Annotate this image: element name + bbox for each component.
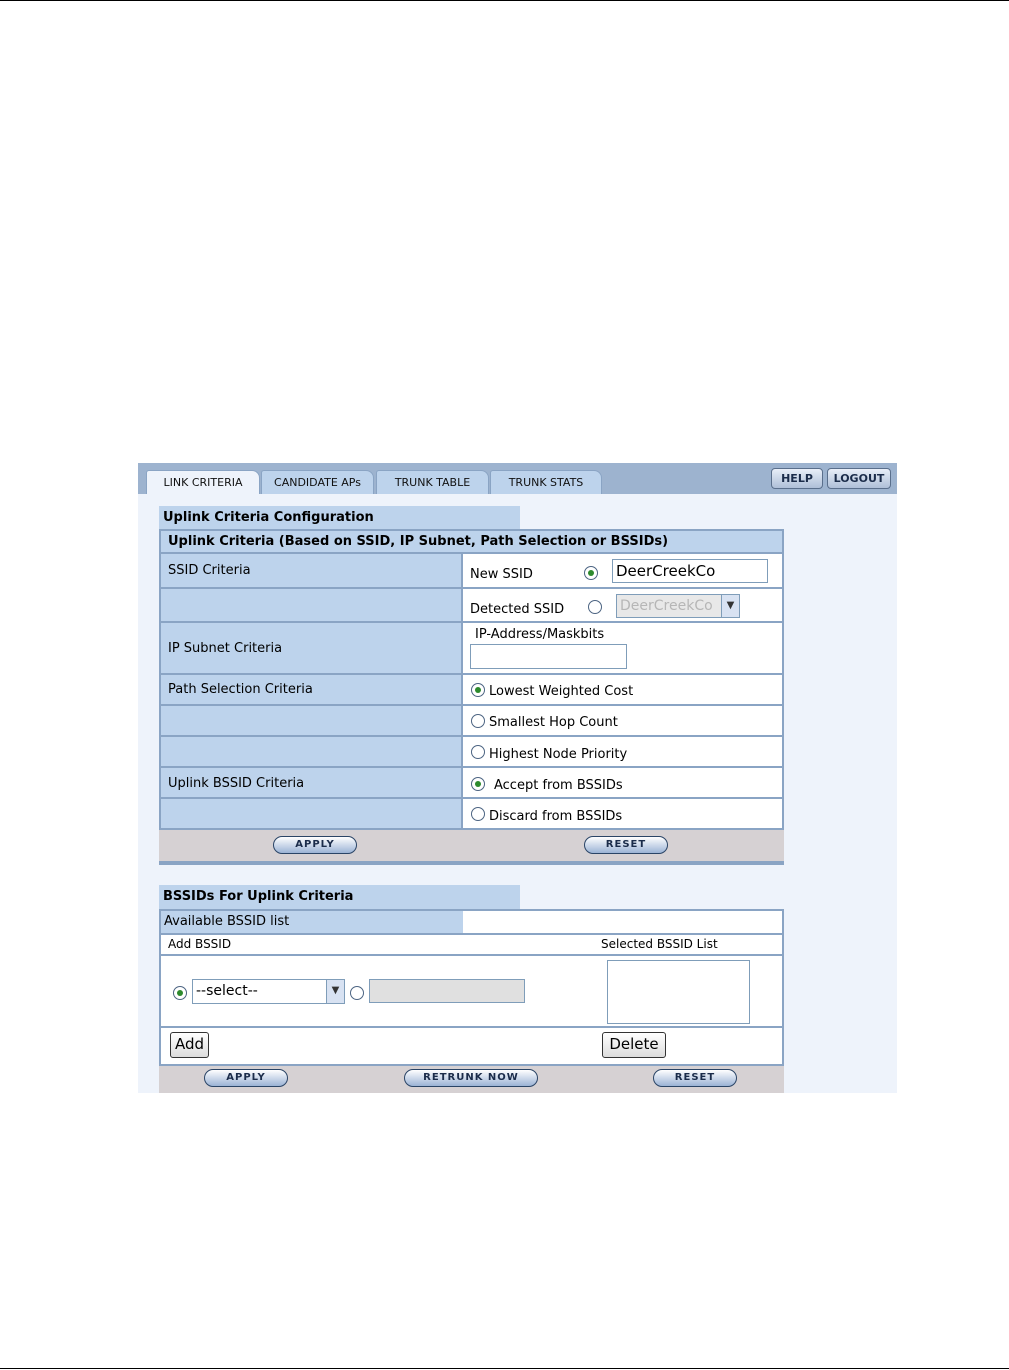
bssid-select[interactable] — [192, 979, 345, 1004]
bssids-section-title: BSSIDs For Uplink Criteria — [159, 885, 520, 909]
chevron-down-icon: ▼ — [721, 595, 739, 617]
ip-address-label: IP-Address/Maskbits — [475, 627, 605, 642]
tab-link-criteria[interactable]: LINK CRITERIA — [146, 470, 260, 494]
top-rule — [0, 0, 1009, 1]
tab-candidate-aps[interactable]: CANDIDATE APs — [261, 470, 374, 494]
uplink-bssid-criteria-label: Uplink BSSID Criteria — [168, 776, 305, 791]
select-bssid-radio[interactable] — [173, 986, 187, 1000]
accept-from-bssids-label: Accept from BSSIDs — [494, 778, 623, 793]
lowest-weighted-cost-label: Lowest Weighted Cost — [489, 684, 634, 699]
smallest-hop-count-label: Smallest Hop Count — [489, 715, 618, 730]
available-bssid-list-label: Available BSSID list — [164, 914, 290, 929]
smallest-hop-count-radio[interactable] — [471, 714, 485, 728]
retrunk-now-button[interactable]: RETRUNK NOW — [404, 1069, 538, 1087]
bottom-rule — [0, 1368, 1009, 1369]
new-ssid-input[interactable]: DeerCreekCo — [612, 559, 768, 583]
ip-subnet-criteria-label: IP Subnet Criteria — [168, 641, 283, 656]
uplink-config-title: Uplink Criteria Configuration — [159, 506, 520, 529]
selected-bssid-listbox[interactable] — [607, 960, 750, 1024]
link-criteria-panel — [138, 463, 897, 1093]
logout-button[interactable]: LOGOUT — [827, 468, 891, 489]
uplink-config-footer — [159, 830, 784, 861]
delete-button[interactable]: Delete — [602, 1032, 666, 1058]
detected-ssid-value: DeerCreekCo — [620, 598, 713, 614]
tab-trunk-table[interactable]: TRUNK TABLE — [376, 470, 489, 494]
reset-button[interactable]: RESET — [584, 836, 668, 854]
bssid-select-value: --select-- — [196, 983, 258, 999]
bssid-reset-button[interactable]: RESET — [653, 1069, 737, 1087]
discard-from-bssids-radio[interactable] — [471, 807, 485, 821]
detected-ssid-label: Detected SSID — [470, 602, 565, 617]
tab-bar — [138, 463, 897, 494]
chevron-down-icon: ▼ — [326, 980, 344, 1003]
path-selection-criteria-label: Path Selection Criteria — [168, 682, 313, 697]
add-bssid-label: Add BSSID — [168, 937, 232, 951]
tab-trunk-stats[interactable]: TRUNK STATS — [490, 470, 602, 494]
detected-ssid-radio[interactable] — [588, 600, 602, 614]
lowest-weighted-cost-radio[interactable] — [471, 683, 485, 697]
apply-button[interactable]: APPLY — [273, 836, 357, 854]
manual-bssid-input[interactable] — [369, 979, 525, 1003]
highest-node-priority-radio[interactable] — [471, 745, 485, 759]
new-ssid-radio[interactable] — [584, 566, 598, 580]
ssid-criteria-label: SSID Criteria — [168, 563, 251, 578]
detected-ssid-select — [616, 594, 740, 618]
new-ssid-label: New SSID — [470, 567, 533, 582]
ip-address-input[interactable] — [470, 644, 627, 669]
highest-node-priority-label: Highest Node Priority — [489, 747, 628, 762]
add-button[interactable]: Add — [170, 1032, 209, 1058]
uplink-criteria-subtitle: Uplink Criteria (Based on SSID, IP Subnet, Path Selection or BSSIDs) — [161, 531, 782, 552]
manual-bssid-radio[interactable] — [350, 986, 364, 1000]
discard-from-bssids-label: Discard from BSSIDs — [489, 809, 623, 824]
selected-bssid-list-label: Selected BSSID List — [601, 937, 718, 951]
accept-from-bssids-radio[interactable] — [471, 777, 485, 791]
help-button[interactable]: HELP — [771, 468, 823, 489]
bssid-apply-button[interactable]: APPLY — [204, 1069, 288, 1087]
